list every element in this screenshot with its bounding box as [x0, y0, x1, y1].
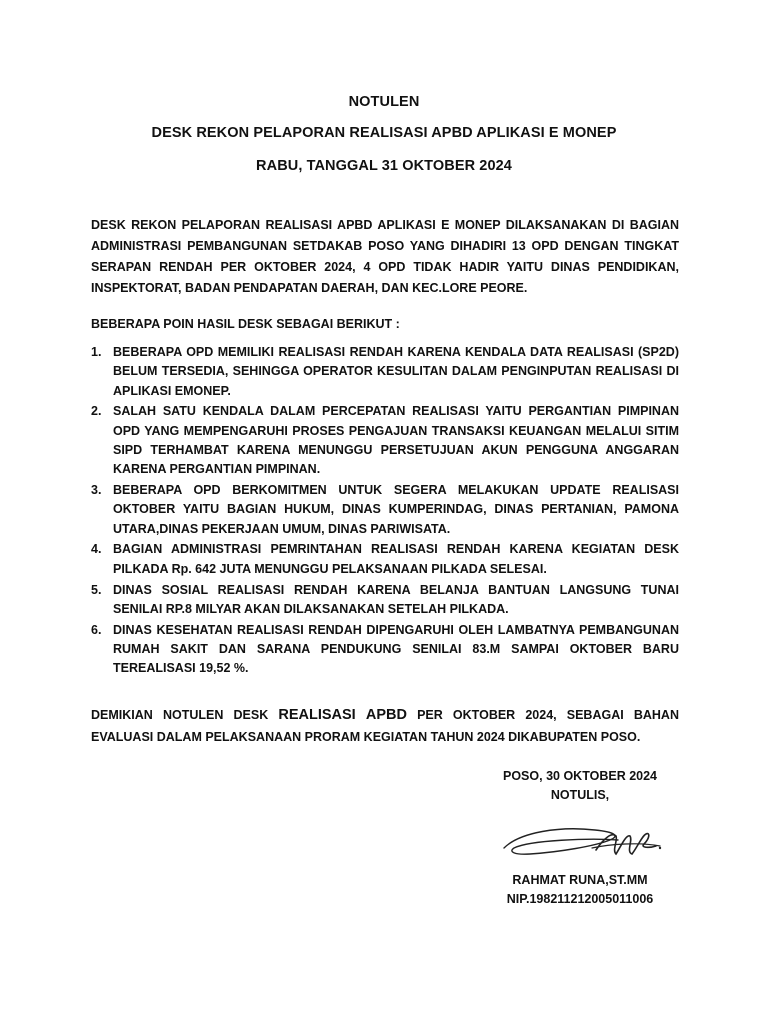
list-item: [91, 343, 679, 401]
list-item-text: BEBERAPA OPD BERKOMITMEN UNTUK SEGERA MELAKUKAN UPDATE REALISASI OKTOBER YAITU BAGIAN HUKUM, DINAS KUMPERINDAG, DINAS PERTANIAN, PAMONA UTARA,DINAS PEKERJAAN UMUM, DINAS PARIWISATA.: [113, 483, 679, 536]
list-item: [91, 581, 679, 620]
document-title: NOTULEN: [348, 94, 420, 110]
list-item-number: 1.: [91, 345, 102, 359]
document-date-line: RABU, TANGGAL 31 OKTOBER 2024: [256, 158, 512, 174]
list-item-text: DINAS SOSIAL REALISASI RENDAH KARENA BELANJA BANTUAN LANGSUNG TUNAI SENILAI RP.8 MILYAR AKAN DILAKSANAKAN SETELAH PILKADA.: [113, 582, 679, 616]
list-item: [91, 481, 679, 539]
signer-name: RAHMAT RUNA,ST.MM: [512, 873, 648, 887]
list-item-text: BEBERAPA OPD MEMILIKI REALISASI RENDAH KARENA KENDALA DATA REALISASI (SP2D) BELUM TERSEDIA, SEHINGGA OPERATOR KESULITAN DALAM PENGINPUTAN REALISASI DI APLIKASI EMONEP.: [113, 345, 679, 398]
closing-text-end: PER OKTOBER 2024, SEBAGAI BAHAN EVALUASI DALAM PELAKSANAAN PRORAM KEGIATAN TAHUN 2024 DIKABUPATEN POSO.: [91, 708, 679, 744]
list-item-number: 4.: [91, 542, 102, 557]
list-item-number: 6.: [91, 622, 102, 637]
signer-role: NOTULIS,: [550, 788, 610, 802]
closing-paragraph: [91, 704, 679, 748]
intro-paragraph: DESK REKON PELAPORAN REALISASI APBD APLIKASI E MONEP DILAKSANAKAN DI BAGIAN ADMINISTRASI PEMBANGUNAN SETDAKAB POSO YANG DIHADIRI 13 OPD DENGAN TINGKAT SERAPAN RENDAH PER OKTOBER 2024, 4 OPD TIDAK HADIR YAITU DINAS PENDIDIKAN, INSPEKTORAT, BADAN PENDAPATAN DAERAH, DAN KEC.LORE PEORE.: [91, 218, 679, 295]
closing-text-start: DEMIKIAN NOTULEN DESK: [91, 708, 279, 722]
list-item: [91, 402, 679, 479]
handwritten-signature: [500, 818, 670, 866]
place-date: POSO, 30 OKTOBER 2024: [503, 769, 657, 783]
signer-nip: NIP.198211212005011006: [506, 892, 654, 906]
points-list: [91, 343, 679, 680]
list-item-number: 5.: [91, 582, 102, 597]
list-item-text: BAGIAN ADMINISTRASI PEMRINTAHAN REALISASI RENDAH KARENA KEGIATAN DESK PILKADA Rp. 642 JUTA MENUNGGU PELAKSANAAN PILKADA SELESAI.: [113, 542, 679, 576]
closing-emphasis: REALISASI APBD: [278, 707, 407, 723]
points-lead: BEBERAPA POIN HASIL DESK SEBAGAI BERIKUT :: [91, 317, 400, 331]
list-item-text: SALAH SATU KENDALA DALAM PERCEPATAN REALISASI YAITU PERGANTIAN PIMPINAN OPD YANG MEMPENGARUHI PROSES PENGAJUAN TRANSAKSI KEUANGAN MELALUI SITIM SIPD TERHAMBAT KARENA MENUNGGU PERSETUJUAN AKUN PENGGUNA ANGGARAN KARENA PERGANTIAN PIMPINAN.: [113, 404, 679, 477]
document-subtitle: DESK REKON PELAPORAN REALISASI APBD APLIKASI E MONEP: [151, 125, 617, 141]
list-item-number: 3.: [91, 483, 102, 498]
list-item: [91, 621, 679, 679]
signature-header: [490, 767, 670, 805]
list-item-number: 2.: [91, 404, 102, 419]
signer-block: [490, 871, 670, 909]
list-item-text: DINAS KESEHATAN REALISASI RENDAH DIPENGARUHI OLEH LAMBATNYA PEMBANGUNAN RUMAH SAKIT DAN SARANA PENDUKUNG SENILAI 83.M SAMPAI OKTOBER BARU TEREALISASI 19,52 %.: [113, 622, 679, 676]
list-item: [91, 540, 679, 579]
